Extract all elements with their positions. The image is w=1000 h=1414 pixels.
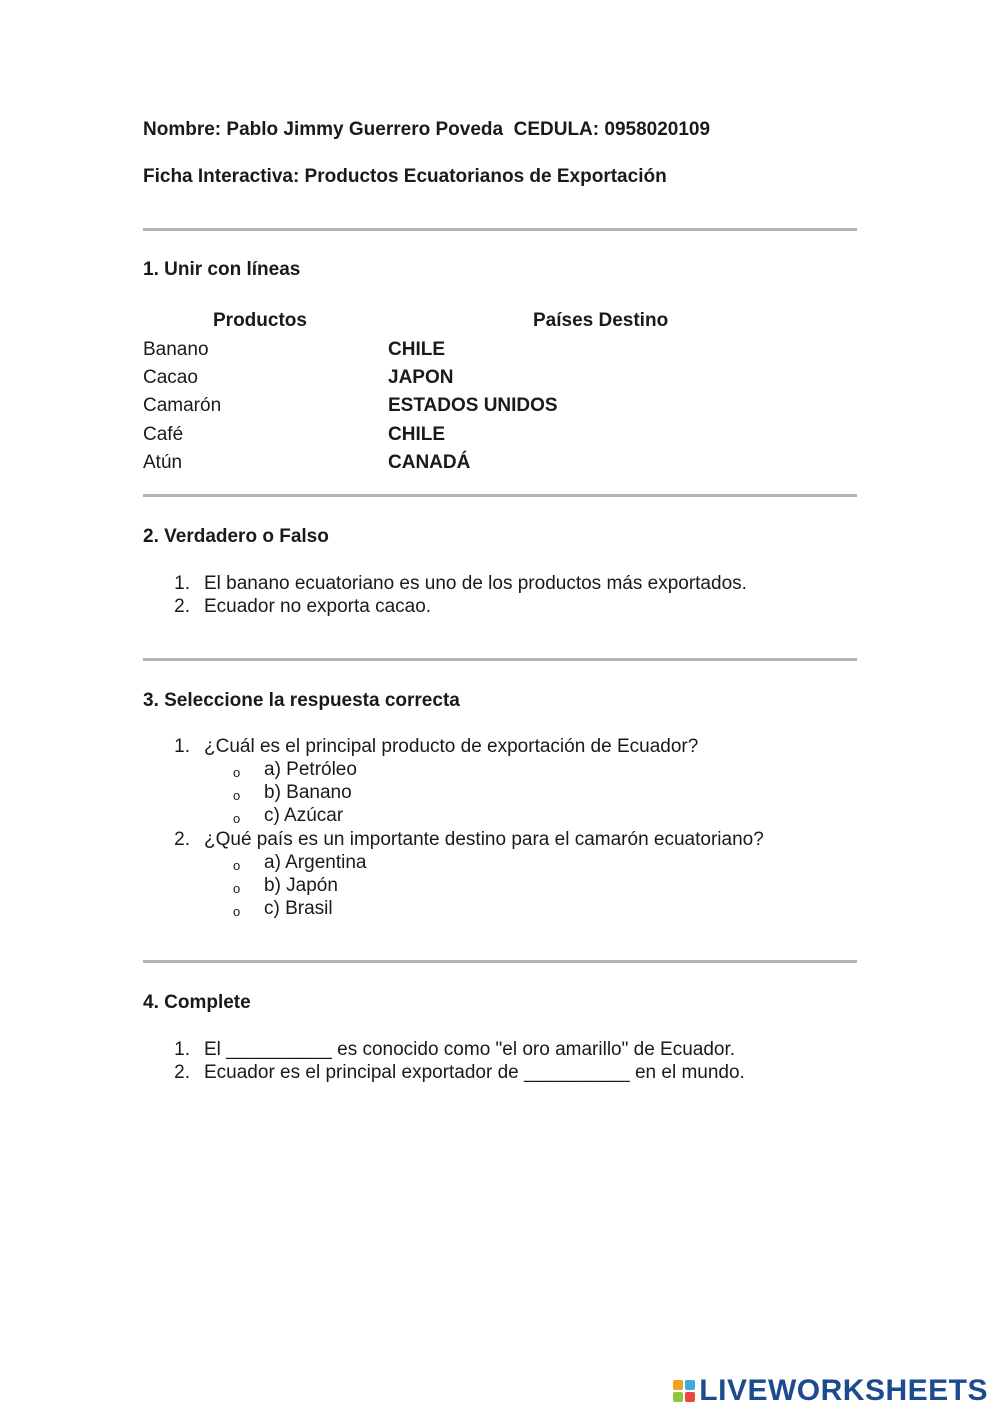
list-number: 2. bbox=[174, 829, 190, 850]
answer-option[interactable]: c) Brasil bbox=[264, 898, 333, 919]
worksheet-title: Ficha Interactiva: Productos Ecuatorianos de Exportación bbox=[143, 166, 667, 187]
logo-text: LIVEWORKSHEETS bbox=[699, 1374, 988, 1407]
country-japon[interactable]: JAPON bbox=[388, 367, 454, 388]
radio-bullet-icon[interactable]: o bbox=[233, 858, 241, 873]
radio-bullet-icon[interactable]: o bbox=[233, 788, 241, 803]
answer-option[interactable]: b) Japón bbox=[264, 875, 338, 896]
product-atun[interactable]: Atún bbox=[143, 452, 183, 473]
product-camaron[interactable]: Camarón bbox=[143, 395, 222, 416]
divider bbox=[143, 494, 857, 497]
logo-square bbox=[685, 1392, 695, 1402]
answer-option[interactable]: a) Argentina bbox=[264, 852, 367, 873]
radio-bullet-icon[interactable]: o bbox=[233, 881, 241, 896]
section-4-title: 4. Complete bbox=[143, 992, 251, 1013]
divider bbox=[143, 960, 857, 963]
list-number: 2. bbox=[174, 596, 190, 617]
country-chile[interactable]: CHILE bbox=[388, 339, 445, 360]
logo-square bbox=[673, 1380, 683, 1390]
section-2-title: 2. Verdadero o Falso bbox=[143, 526, 329, 547]
radio-bullet-icon[interactable]: o bbox=[233, 904, 241, 919]
liveworksheets-logo bbox=[673, 1374, 988, 1408]
country-canada[interactable]: CANADÁ bbox=[388, 452, 471, 473]
product-cafe[interactable]: Café bbox=[143, 424, 184, 445]
liveworksheets-logo-icon bbox=[673, 1380, 695, 1402]
section-3-title: 3. Seleccione la respuesta correcta bbox=[143, 690, 460, 711]
products-column-header: Productos bbox=[213, 310, 307, 331]
list-number: 1. bbox=[174, 1039, 190, 1060]
fill-in-blank-sentence[interactable]: Ecuador es el principal exportador de __________ en el mundo. bbox=[204, 1062, 745, 1083]
list-number: 1. bbox=[174, 736, 190, 757]
radio-bullet-icon[interactable]: o bbox=[233, 765, 241, 780]
section-1-title: 1. Unir con líneas bbox=[143, 259, 301, 280]
true-false-statement[interactable]: Ecuador no exporta cacao. bbox=[204, 596, 432, 617]
country-chile-2[interactable]: CHILE bbox=[388, 424, 445, 445]
radio-bullet-icon[interactable]: o bbox=[233, 811, 241, 826]
divider bbox=[143, 658, 857, 661]
countries-column-header: Países Destino bbox=[533, 310, 669, 331]
product-banano[interactable]: Banano bbox=[143, 339, 209, 360]
answer-option[interactable]: b) Banano bbox=[264, 782, 352, 803]
student-name-line: Nombre: Pablo Jimmy Guerrero Poveda CEDULA: 0958020109 bbox=[143, 119, 711, 140]
answer-option[interactable]: c) Azúcar bbox=[264, 805, 344, 826]
true-false-statement[interactable]: El banano ecuatoriano es uno de los productos más exportados. bbox=[204, 573, 747, 594]
product-cacao[interactable]: Cacao bbox=[143, 367, 198, 388]
list-number: 2. bbox=[174, 1062, 190, 1083]
fill-in-blank-sentence[interactable]: El __________ es conocido como "el oro amarillo" de Ecuador. bbox=[204, 1039, 736, 1060]
divider bbox=[143, 228, 857, 231]
question-text: ¿Qué país es un importante destino para el camarón ecuatoriano? bbox=[204, 829, 764, 850]
country-estados-unidos[interactable]: ESTADOS UNIDOS bbox=[388, 395, 558, 416]
logo-square bbox=[685, 1380, 695, 1390]
logo-square bbox=[673, 1392, 683, 1402]
answer-option[interactable]: a) Petróleo bbox=[264, 759, 357, 780]
list-number: 1. bbox=[174, 573, 190, 594]
question-text: ¿Cuál es el principal producto de exportación de Ecuador? bbox=[204, 736, 699, 757]
